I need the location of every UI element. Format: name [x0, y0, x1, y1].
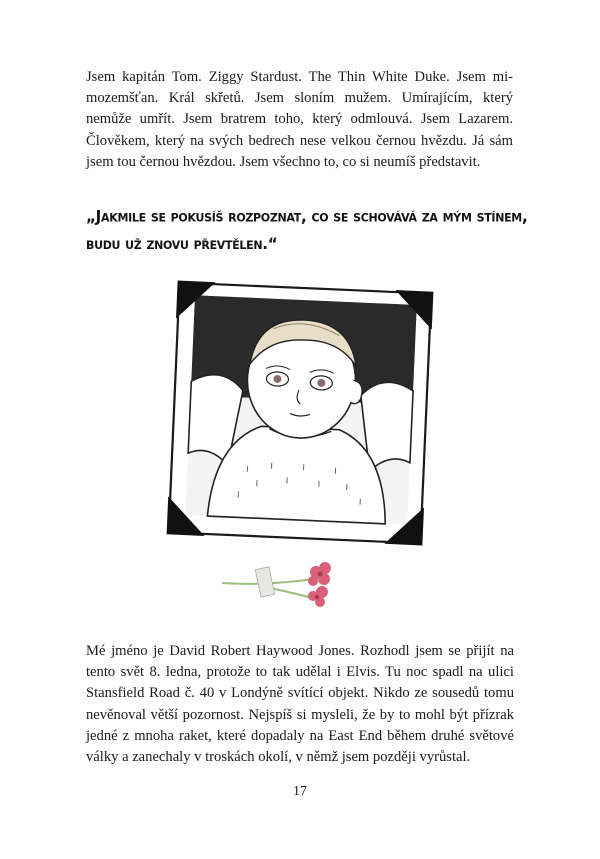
- text-line: Jsem kapitán Tom. Ziggy Stardust. The Thin White Duke. Jsem mi-: [86, 69, 513, 85]
- quote-line: „Jakmile se pokusíš rozpoznat, co se schovává za mým stínem,: [86, 207, 528, 226]
- text-line: války a zanechaly v troskách okolí, v němž jsem později vyrůstal.: [86, 749, 471, 766]
- child-photo-illustration: [150, 268, 450, 628]
- text-line: mozemšťan. Král skřetů. Jsem sloním mužem. Umírajícím, který: [86, 90, 513, 107]
- pull-quote: [86, 203, 528, 257]
- text-line: Mé jméno je David Robert Haywood Jones. Rozhodl jsem se přijít na: [86, 643, 514, 659]
- text-line: Člověkem, který na svých bedrech nese velkou černou hvězdu. Já sám: [86, 132, 513, 149]
- page-number: 17: [293, 784, 307, 799]
- text-line: tento svět 8. ledna, protože to tak udělal i Elvis. Tu noc spadl na ulici: [86, 664, 514, 681]
- text-line: nemůže umřít. Jsem bratrem toho, který odmlouvá. Jsem Lazarem.: [86, 111, 513, 128]
- paragraph-birth: [86, 641, 514, 768]
- photo-frame: [167, 281, 434, 546]
- paragraph-intro: [86, 67, 513, 173]
- quote-line: budu už znovu převtělen.“: [86, 234, 278, 253]
- text-line: Stansfield Road č. 40 v Londýně svítící objekt. Nikdo ze sousedů tomu: [86, 685, 514, 702]
- text-line: nevěnoval větší pozornost. Nejspíš si mysleli, že by to mohl být přízrak: [86, 706, 514, 723]
- text-line: jsem tou černou hvězdou. Jsem všechno to, co si neumíš představit.: [86, 153, 481, 170]
- text-line: jedné z mnoha raket, které dopadaly na East End během druhé světové: [86, 727, 514, 744]
- flowers-decoration: [222, 562, 331, 607]
